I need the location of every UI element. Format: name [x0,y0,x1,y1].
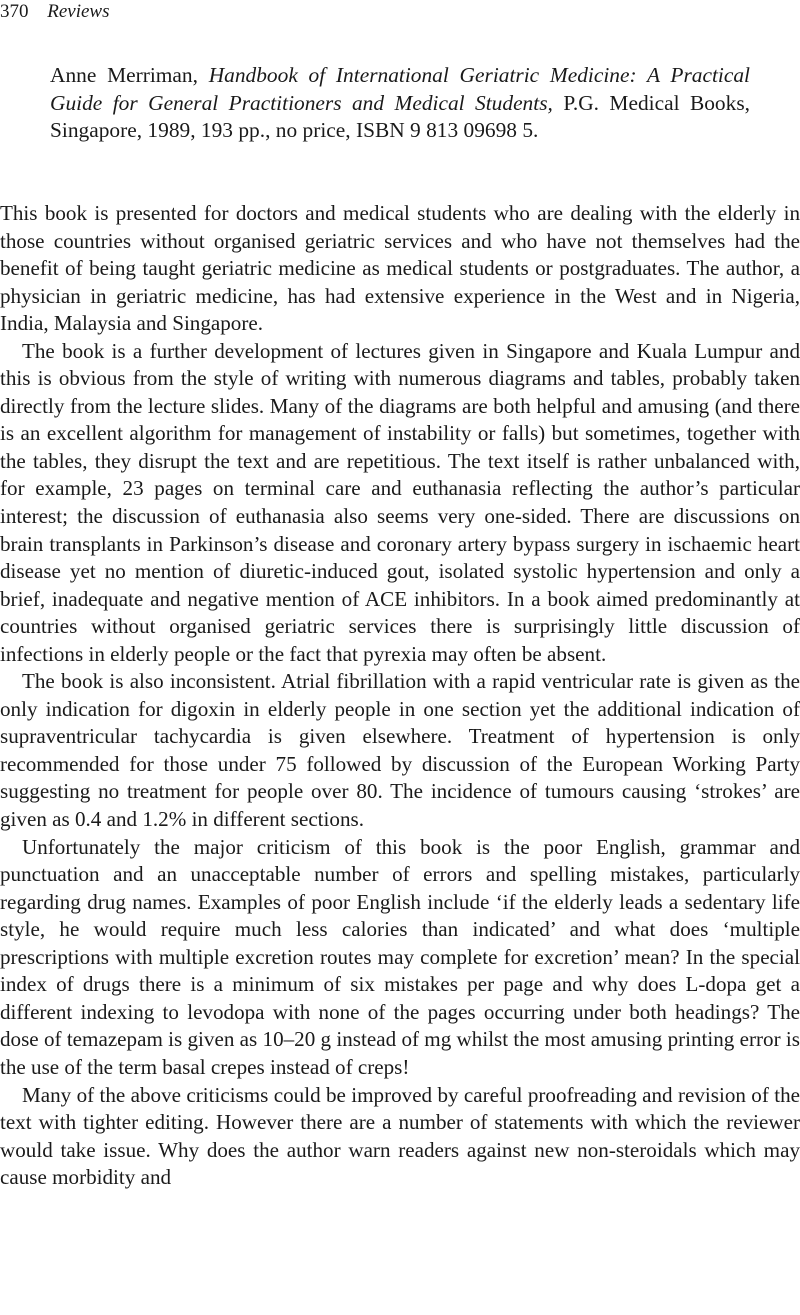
paragraph-2: The book is a further development of lectures given in Singapore and Kuala Lumpur and this is obvious from the style of writing with numerous diagrams and tables, probably taken directly from the lecture slides. Many of the diagrams are both helpful and amusing (and there is an excellent algorithm for management of instability or falls) but sometimes, together with the tables, they disrupt the text and are repetitious. The text itself is rather unbalanced with, for example, 23 pages on terminal care and euthanasia reflecting the author’s particular interest; the discussion of euthanasia also seems very one-sided. There are discussions on brain transplants in Parkinson’s disease and coronary artery bypass surgery in ischaemic heart disease yet no mention of diuretic-induced gout, isolated systolic hypertension and only a brief, inadequate and negative mention of ACE inhibitors. In a book aimed predominantly at countries without organised geriatric services there is surprisingly little discussion of infections in elderly people or the fact that pyrexia may often be absent. [0,338,800,666]
review-citation [50,62,750,145]
paragraph-1: This book is presented for doctors and medical students who are dealing with the elderly in those countries without organised geriatric services and who have not themselves had the benefit of being taught geriatric medicine as medical students or postgraduates. The author, a physician in geriatric medicine, has had extensive experience in the West and in Nigeria, India, Malaysia and Singapore. [0,201,800,336]
section-title: Reviews [47,1,110,22]
citation-details: P.G. Medical Books, Singapore, 1989, 193 pp., no price, ISBN 9 813 09698 5. [50,90,750,142]
running-head [0,0,110,24]
citation-author: Anne Merriman, [50,63,198,87]
review-body [0,200,800,1192]
paragraph-4: Unfortunately the major criticism of this book is the poor English, grammar and punctuation and an unacceptable number of errors and spelling mistakes, particularly regarding drug names. Examples of poor English include ‘if the elderly leads a sedentary life style, he would require much less calories than indicated’ and what does ‘multiple prescriptions with multiple excretion routes may complete for excretion’ mean? In the special index of drugs there is a minimum of six mistakes per page and why does L-dopa get a different indexing to levodopa with none of the pages occurring under both headings? The dose of temazepam is given as 10–20 g instead of mg whilst the most amusing printing error is the use of the term basal crepes instead of creps! [0,834,800,1079]
paragraph-3: The book is also inconsistent. Atrial fibrillation with a rapid ventricular rate is given as the only indication for digoxin in elderly people in one section yet the additional indication of supraventricular tachycardia is given elsewhere. Treatment of hypertension is only recommended for those under 75 followed by discussion of the European Working Party suggesting no treatment for people over 80. The incidence of tumours causing ‘strokes’ are given as 0.4 and 1.2% in different sections. [0,669,800,832]
page-number: 370 [0,1,29,22]
paragraph-5: Many of the above criticisms could be improved by careful proofreading and revision of the text with tighter editing. However there are a number of statements with which the reviewer would take issue. Why does the author warn readers against new non-steroidals which may cause morbidity and [0,1082,800,1190]
citation-book-title: Handbook of International Geriatric Medicine: A Practical Guide for General Practitioners and Medical Students, [50,63,750,115]
